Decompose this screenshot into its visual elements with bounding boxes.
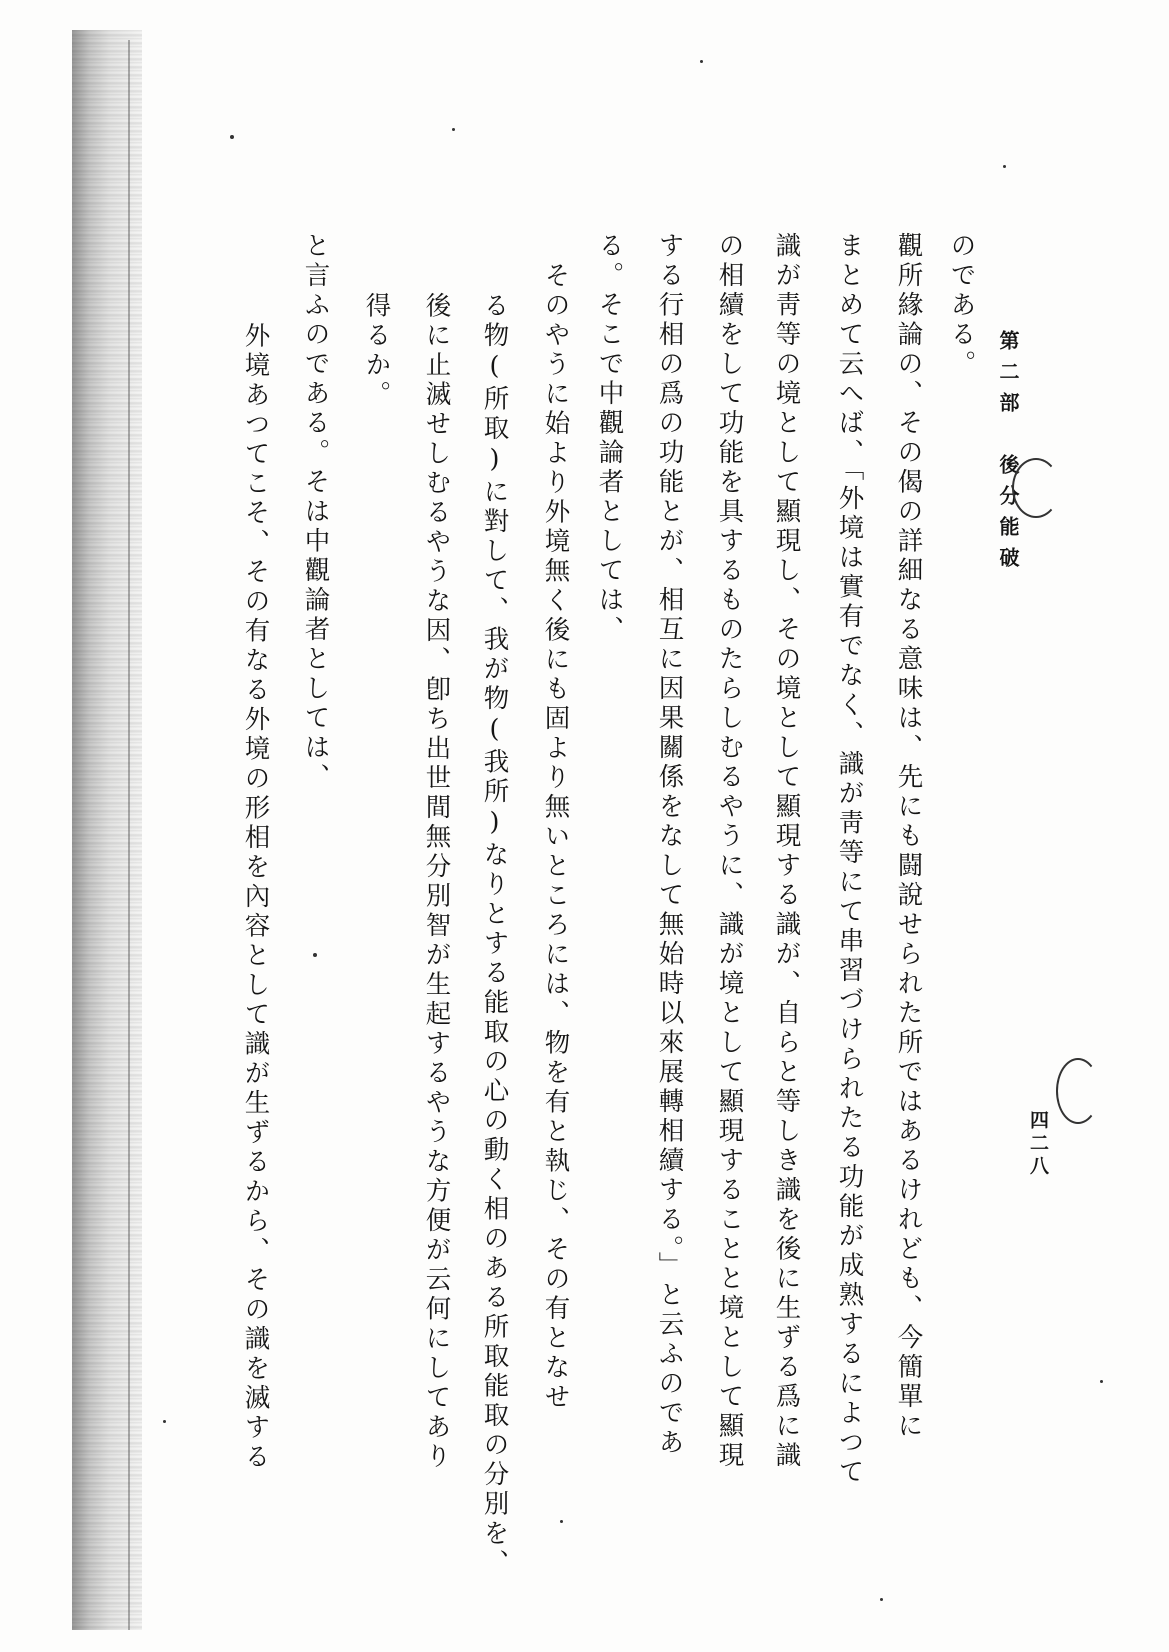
body-line: のである。 <box>946 232 977 380</box>
dust-speck <box>163 1420 166 1423</box>
body-line: の相續をして功能を具するものたらしむるやうに、識が境として顯現することと境として顯現 <box>714 232 745 1471</box>
body-line: 觀所緣論の、その偈の詳細なる意味は、先にも闘說せられた所ではあるけれども、今簡單に <box>893 232 924 1442</box>
body-line: 得るか。 <box>361 292 392 410</box>
scan-artifact-circle <box>1012 458 1060 518</box>
dust-speck <box>230 135 234 139</box>
body-line: 外境あつてこそ、その有なる外境の形相を內容として識が生ずるから、その識を滅する <box>240 322 271 1473</box>
body-line: 識が靑等の境として顯現し、その境として顯現する識が、自らと等しき識を後に生ずる爲に識 <box>771 232 802 1471</box>
body-line: する行相の爲の功能とが、相互に因果關係をなして無始時以來展轉相續する。」と云ふのであ <box>654 232 685 1459</box>
scan-artifact-circle <box>1056 1058 1100 1124</box>
body-line: と言ふのである。そは中觀論者としては、 <box>300 232 331 793</box>
binding-shadow <box>72 30 142 1630</box>
dust-speck <box>1003 165 1006 168</box>
bleed-through-text <box>30 300 65 330</box>
dust-speck <box>880 1598 883 1601</box>
binding-edge-line <box>128 40 130 1630</box>
dust-speck <box>700 60 703 63</box>
body-line: る。そこで中觀論者としては、 <box>594 232 625 645</box>
body-line: 後に止滅せしむるやうな因、卽ち出世間無分別智が生起するやうな方便が云何にしてあり <box>421 292 452 1472</box>
dust-speck <box>313 953 317 957</box>
dust-speck <box>1100 1380 1103 1383</box>
running-header: 第二部 後分能破 <box>996 330 1020 578</box>
body-line: る物(所取)に對して、我が物(我所)なりとする能取の心の動く相のある所取能取の分別を、 <box>479 292 510 1579</box>
dust-speck <box>452 128 455 131</box>
body-line: そのやうに始より外境無く後にも固より無いところには、物を有と執じ、その有となせ <box>540 262 571 1413</box>
page-number: 四二八 <box>1027 1110 1049 1179</box>
dust-speck <box>560 1520 563 1523</box>
body-line: まとめて云へば、「外境は實有でなく、識が靑等にて串習づけられたる功能が成熟するによつて <box>834 232 865 1488</box>
